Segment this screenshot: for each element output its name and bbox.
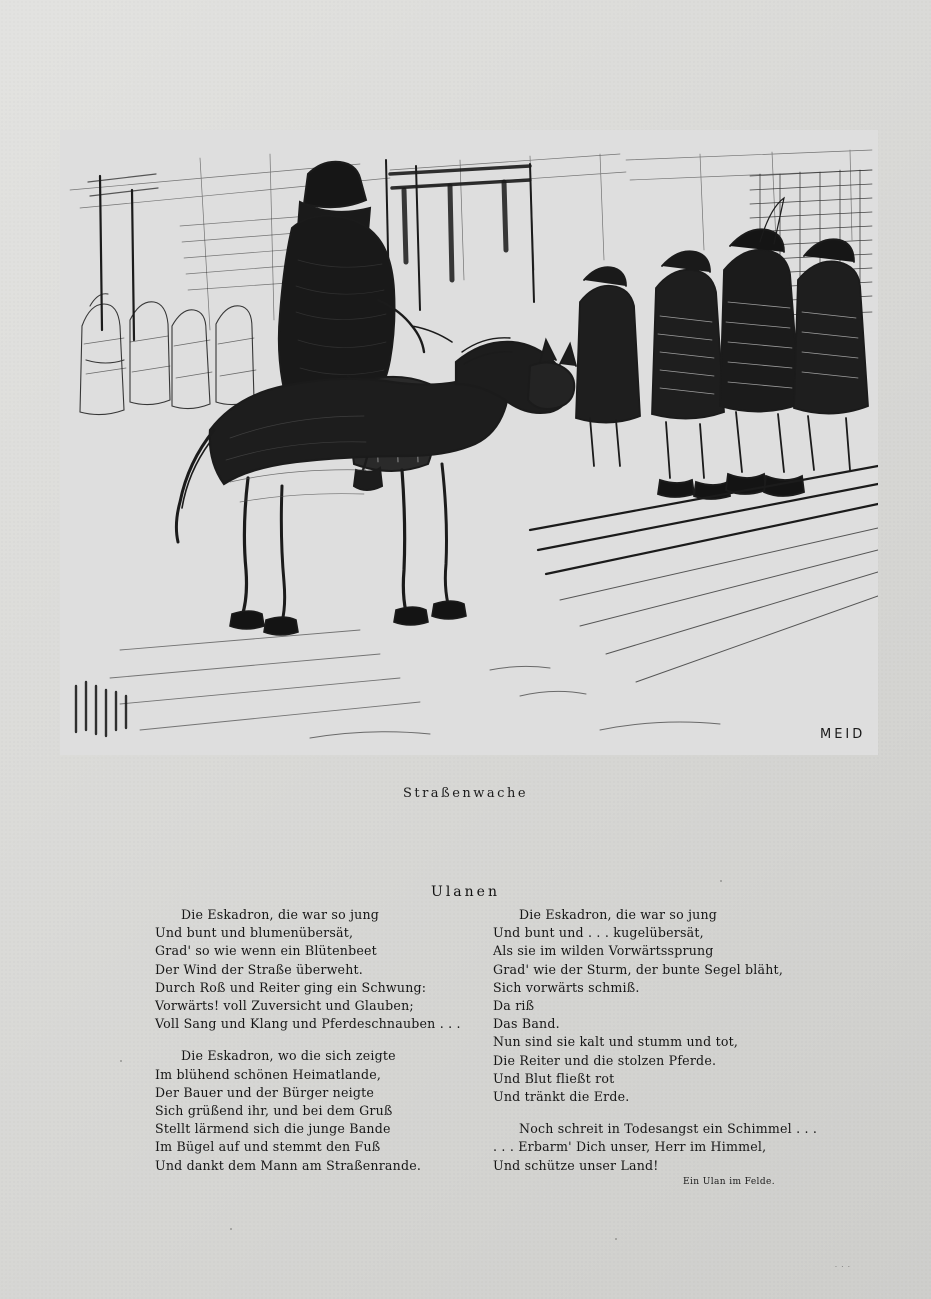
stanza <box>493 1120 818 1187</box>
poem-line: Und bunt und blumenübersät, <box>155 925 354 941</box>
poem-line: Grad' wie der Sturm, der bunte Segel bläht, <box>493 961 784 977</box>
poem-line: Die Eskadron, die war so jung <box>519 907 718 922</box>
poem-line: Im blühend schönen Heimatlande, <box>155 1066 382 1082</box>
poem-line: Der Bauer und der Bürger neigte <box>155 1084 375 1100</box>
poem-line: Durch Roß und Reiter ging ein Schwung: <box>155 979 427 995</box>
poem-line: Stellt lärmend sich die junge Bande <box>155 1121 391 1137</box>
poem-title: Ulanen <box>431 884 500 900</box>
poem-signature: Ein Ulan im Felde. <box>683 1176 775 1187</box>
poem-line: Sich vorwärts schmiß. <box>493 979 640 995</box>
poem-line: Als sie im wilden Vorwärtssprung <box>493 943 714 959</box>
paper-speck <box>720 880 722 882</box>
poem-line: Das Band. <box>493 1016 560 1032</box>
poem-line: Und dankt dem Mann am Straßenrande. <box>155 1157 422 1173</box>
paper-speck <box>230 1228 232 1230</box>
poem-line: Voll Sang und Klang und Pferdeschnauben . . . <box>155 1016 461 1032</box>
poem-line: Da riß <box>493 998 535 1014</box>
plate-caption: Straßenwache <box>402 786 529 801</box>
poem-columns <box>155 906 818 1201</box>
poem-line: Nun sind sie kalt und stumm und tot, <box>493 1034 739 1050</box>
poem-line: Die Eskadron, wo die sich zeigte <box>181 1048 396 1064</box>
poem-line: Grad' so wie wenn ein Blütenbeet <box>155 943 377 959</box>
poem-line: Der Wind der Straße überweht. <box>155 961 363 977</box>
paper-speck <box>120 1060 122 1062</box>
poem-line: Im Bügel auf und stemmt den Fuß <box>155 1139 381 1155</box>
poem-line: . . . Erbarm' Dich unser, Herr im Himmel, <box>493 1139 767 1155</box>
poem-line: Sich grüßend ihr, und bei dem Gruß <box>155 1103 393 1119</box>
poem-right-column <box>493 906 818 1201</box>
paper-speck <box>615 1238 617 1240</box>
poem-line: Und schütze unser Land! <box>493 1157 659 1173</box>
poem-line: Noch schreit in Todesangst ein Schimmel . . . <box>519 1121 818 1137</box>
footer-plate-mark: · · · <box>834 1263 851 1271</box>
poem-line: Die Reiter und die stolzen Pferde. <box>493 1052 717 1068</box>
lithograph-artwork <box>60 130 878 755</box>
poem-left-column <box>155 906 461 1201</box>
poem-line: Die Eskadron, die war so jung <box>181 907 380 922</box>
poem-line: Vorwärts! voll Zuversicht und Glauben; <box>155 998 414 1014</box>
lithograph-plate <box>60 130 878 755</box>
poem-line: Und tränkt die Erde. <box>493 1089 630 1105</box>
poem-line: Und bunt und . . . kugelübersät, <box>493 925 704 941</box>
stanza <box>155 906 461 1033</box>
poem-line: Und Blut fließt rot <box>493 1070 615 1086</box>
stanza <box>493 906 784 1106</box>
stanza <box>155 1047 441 1174</box>
artist-signature-mark: MEID <box>820 727 866 742</box>
